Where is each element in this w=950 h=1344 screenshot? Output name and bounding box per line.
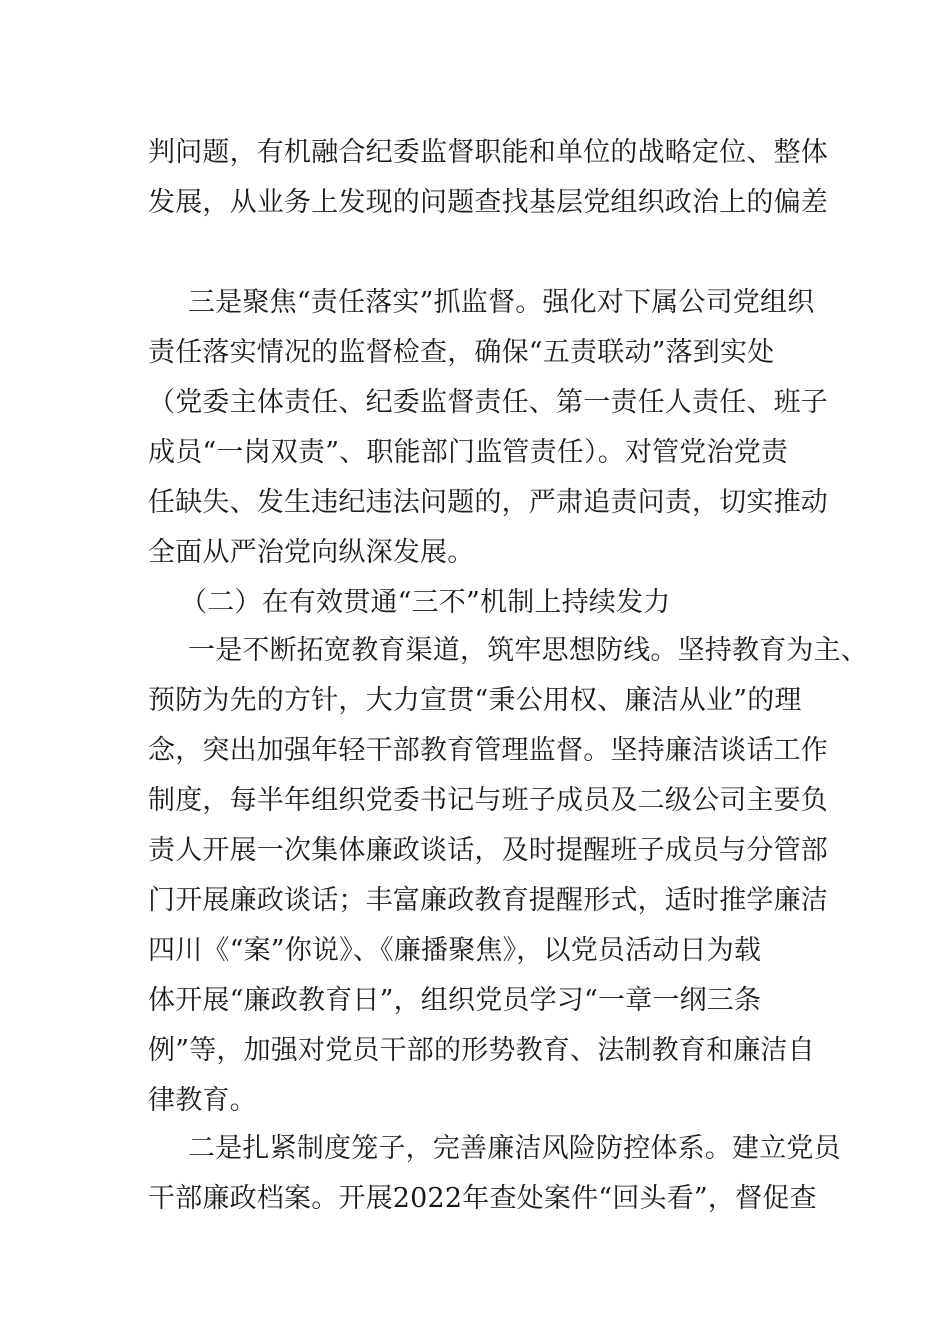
text-line: 体开展“廉政教育日”，组织党员学习“一章一纲三条 <box>148 985 762 1016</box>
text-line: 责人开展一次集体廉政谈话，及时提醒班子成员与分管部 <box>148 835 828 866</box>
text-line: 制度，每半年组织党委书记与班子成员及二级公司主要负 <box>148 785 828 816</box>
paragraph-start-line: 一是不断拓宽教育渠道，筑牢思想防线。坚持教育为主、 <box>188 635 868 666</box>
text-line: 门开展廉政谈话；丰富廉政教育提醒形式，适时推学廉洁 <box>148 885 828 916</box>
text-line: 念，突出加强年轻干部教育管理监督。坚持廉洁谈话工作 <box>148 735 828 766</box>
text-line: 例”等，加强对党员干部的形势教育、法制教育和廉洁自 <box>148 1035 815 1066</box>
text-line: 任缺失、发生违纪违法问题的，严肃追责问责，切实推动 <box>148 487 828 518</box>
paragraph-start-line: 二是扎紧制度笼子，完善廉洁风险防控体系。建立党员 <box>188 1133 841 1164</box>
text-line: 预防为先的方针，大力宣贯“秉公用权、廉洁从业”的理 <box>148 685 802 716</box>
text-line: 成员“一岗双责”、职能部门监管责任）。对管党治党责 <box>148 437 789 468</box>
text-line: （党委主体责任、纪委监督责任、第一责任人责任、班子 <box>148 387 828 418</box>
section-heading: （二）在有效贯通“三不”机制上持续发力 <box>180 587 671 618</box>
text-line: 发展，从业务上发现的问题查找基层党组织政治上的偏差 <box>148 187 828 218</box>
text-line: 责任落实情况的监督检查，确保“五责联动”落到实处 <box>148 337 775 368</box>
text-line: 四川《“案”你说》、《廉播聚焦》，以党员活动日为载 <box>148 935 762 966</box>
text-line: 判问题，有机融合纪委监督职能和单位的战略定位、整体 <box>148 137 828 168</box>
text-line: 全面从严治党向纵深发展。 <box>148 537 475 568</box>
text-line: 干部廉政档案。开展2022年查处案件“回头看”，督促查 <box>148 1183 817 1214</box>
text-line: 律教育。 <box>148 1085 257 1116</box>
paragraph-start-line: 三是聚焦“责任落实”抓监督。强化对下属公司党组织 <box>188 287 815 318</box>
